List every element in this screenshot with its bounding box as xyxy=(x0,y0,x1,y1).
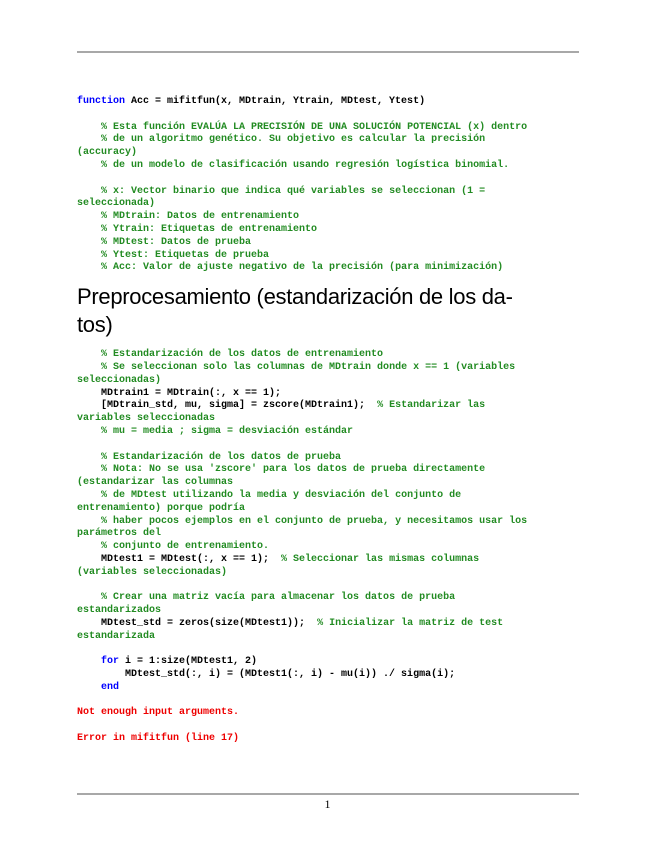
test-select-comment: % Seleccionar las mismas columnas (variables seleccionadas) xyxy=(77,553,480,578)
alloc-comment-inline: % Inicializar la matriz de test estandarizada xyxy=(77,617,504,642)
section-heading: Preprocesamiento (estandarización de los da- tos) xyxy=(77,284,513,338)
param-comment-ytest: % Ytest: Etiquetas de prueba xyxy=(77,249,270,261)
train-comment-3: % mu = media ; sigma = desviación estándar xyxy=(77,425,354,437)
alloc-comment: % Crear una matriz vacía para almacenar los datos de prueba estandarizados xyxy=(77,592,456,617)
function-declaration: Acc = mifitfun(x, MDtrain, Ytrain, MDtest, Ytest) xyxy=(125,96,426,107)
page-number: 1 xyxy=(324,797,331,811)
header-comment-3: % de un modelo de clasificación usando regresión logística binomial. xyxy=(77,159,510,171)
test-select-statement: MDtest1 = MDtest(:, x == 1); xyxy=(77,553,282,565)
for-line xyxy=(77,656,577,669)
spacer xyxy=(77,643,577,656)
spacer xyxy=(77,109,577,122)
param-comment-acc: % Acc: Valor de ajuste negativo de la precisión (para minimización) xyxy=(77,262,504,274)
train-code-zscore xyxy=(77,400,577,426)
for-range: i = 1:size(MDtest1, 2) xyxy=(119,656,258,668)
for-indent xyxy=(77,656,101,667)
loop-body: MDtest_std(:, i) = (MDtest1(:, i) - mu(i)) ./ sigma(i); xyxy=(77,669,456,681)
for-keyword: for xyxy=(101,656,120,668)
end-indent xyxy=(77,682,101,693)
end-keyword: end xyxy=(101,681,120,693)
train-comment-1: % Estandarización de los datos de entrenamiento xyxy=(77,349,384,361)
zscore-statement: [MDtrain_std, mu, sigma] = zscore(MDtrain1); xyxy=(77,400,378,412)
spacer xyxy=(77,173,577,186)
error-location: Error in mifitfun (line 17) xyxy=(77,733,240,745)
header-comment-1: % Esta función EVALÚA LA PRECISIÓN DE UNA SOLUCIÓN POTENCIAL (x) dentro xyxy=(77,121,528,133)
test-comment-2: % Nota: No se usa 'zscore' para los datos de prueba directamente (estandarizar las columnas xyxy=(77,464,486,489)
spacer xyxy=(77,695,577,708)
function-signature xyxy=(77,96,577,109)
test-comment-1: % Estandarización de los datos de prueba xyxy=(77,451,342,463)
footer-rule xyxy=(77,793,579,795)
header-rule xyxy=(77,51,579,53)
alloc-statement: MDtest_std = zeros(size(MDtest1)); xyxy=(77,617,318,629)
test-comment-4: % haber pocos ejemplos en el conjunto de prueba, y necesitamos usar los parámetros del xyxy=(77,515,528,540)
spacer xyxy=(77,439,577,452)
test-comment-3: % de MDtest utilizando la media y desviación del conjunto de entrenamiento) porque podría xyxy=(77,489,462,514)
param-comment-mdtrain: % MDtrain: Datos de entrenamiento xyxy=(77,211,300,223)
function-keyword: function xyxy=(77,96,126,107)
error-message: Not enough input arguments. xyxy=(77,707,240,719)
param-comment-mdtest: % MDtest: Datos de prueba xyxy=(77,236,252,248)
header-comment-2: % de un algoritmo genético. Su objetivo es calcular la precisión (accuracy) xyxy=(77,134,486,159)
spacer xyxy=(77,720,577,733)
param-comment-ytrain: % Ytrain: Etiquetas de entrenamiento xyxy=(77,223,318,235)
document-page xyxy=(77,96,577,746)
test-code-select xyxy=(77,554,577,580)
spacer xyxy=(77,580,577,593)
end-line xyxy=(77,682,577,695)
test-comment-5: % conjunto de entrenamiento. xyxy=(77,541,270,553)
param-comment-x: % x: Vector binario que indica qué variables se seleccionan (1 = seleccionada) xyxy=(77,185,486,210)
alloc-code xyxy=(77,618,577,644)
train-code-select: MDtrain1 = MDtrain(:, x == 1); xyxy=(77,387,282,399)
train-comment-2: % Se seleccionan solo las columnas de MDtrain donde x == 1 (variables seleccionadas) xyxy=(77,361,516,386)
zscore-comment: % Estandarizar las variables seleccionadas xyxy=(77,400,486,425)
